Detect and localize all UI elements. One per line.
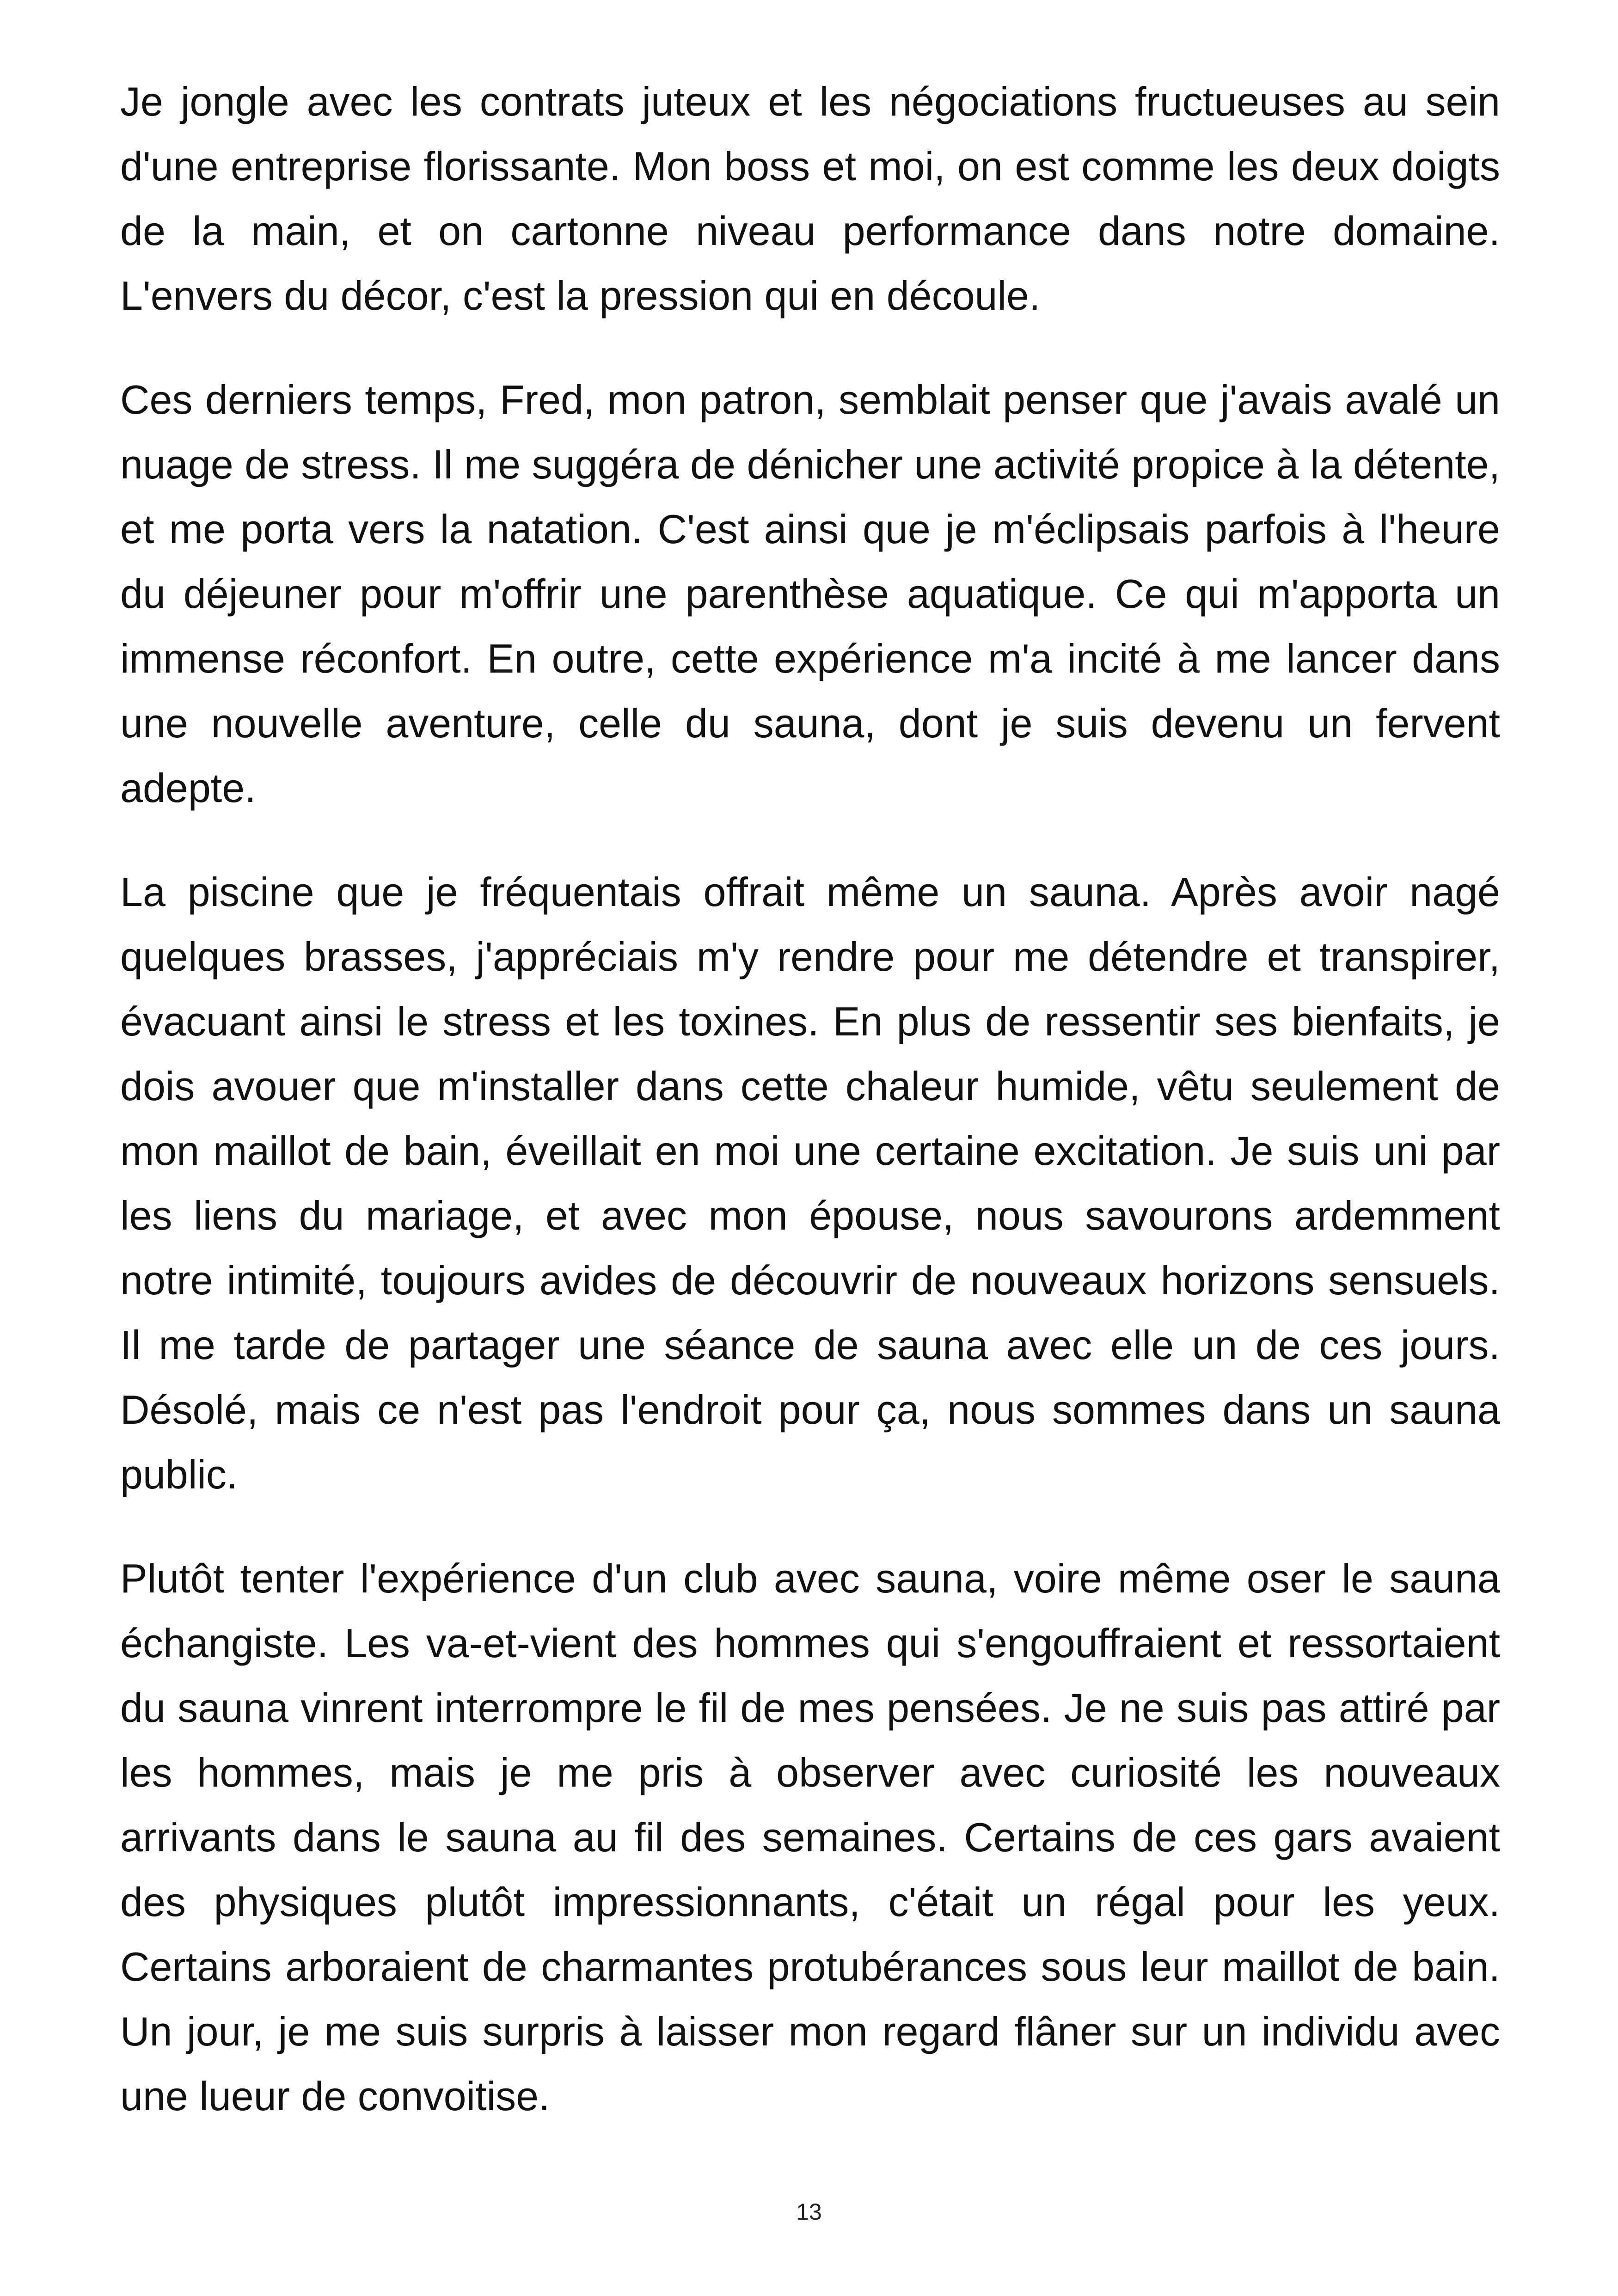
page-number: 13 — [796, 2199, 822, 2225]
paragraph-2: Ces derniers temps, Fred, mon patron, semblait penser que j'avais avalé un nuage de stress. Il me suggéra de dénicher une activité propice à la détente, et me porta vers la natation. C'est ainsi que je m'éclipsais parfois à l'heure du déjeuner pour m'offrir une parenthèse aquatique. Ce qui m'apporta un immense réconfort. En outre, cette expérience m'a incité à me lancer dans une nouvelle aventure, celle du sauna, dont je suis devenu un fervent adepte. — [120, 377, 1500, 811]
paragraph-1: Je jongle avec les contrats juteux et les négociations fructueuses au sein d'une entreprise florissante. Mon boss et moi, on est comme les deux doigts de la main, et on cartonne niveau performance dans notre domaine. L'envers du décor, c'est la pression qui en découle. — [120, 79, 1500, 318]
paragraph-3: La piscine que je fréquentais offrait même un sauna. Après avoir nagé quelques brasses, j'appréciais m'y rendre pour me détendre et transpirer, évacuant ainsi le stress et les toxines. En plus de ressentir ses bienfaits, je dois avouer que m'installer dans cette chaleur humide, vêtu seulement de mon maillot de bain, éveillait en moi une certaine excitation. Je suis uni par les liens du mariage, et avec mon épouse, nous savourons ardemment notre intimité, toujours avides de découvrir de nouveaux horizons sensuels. Il me tarde de partager une séance de sauna avec elle un de ces jours. Désolé, mais ce n'est pas l'endroit pour ça, nous sommes dans un sauna public. — [120, 869, 1500, 1497]
paragraph-4: Plutôt tenter l'expérience d'un club avec sauna, voire même oser le sauna échangiste. Les va-et-vient des hommes qui s'engouffraient et ressortaient du sauna vinrent interrompre le fil de mes pensées. Je ne suis pas attiré par les hommes, mais je me pris à observer avec curiosité les nouveaux arrivants dans le sauna au fil des semaines. Certains de ces gars avaient des physiques plutôt impressionnants, c'était un régal pour les yeux. Certains arboraient de charmantes protubérances sous leur maillot de bain. Un jour, je me suis surpris à laisser mon regard flâner sur un individu avec une lueur de convoitise. — [120, 1555, 1500, 2119]
body-text — [120, 69, 1500, 2168]
